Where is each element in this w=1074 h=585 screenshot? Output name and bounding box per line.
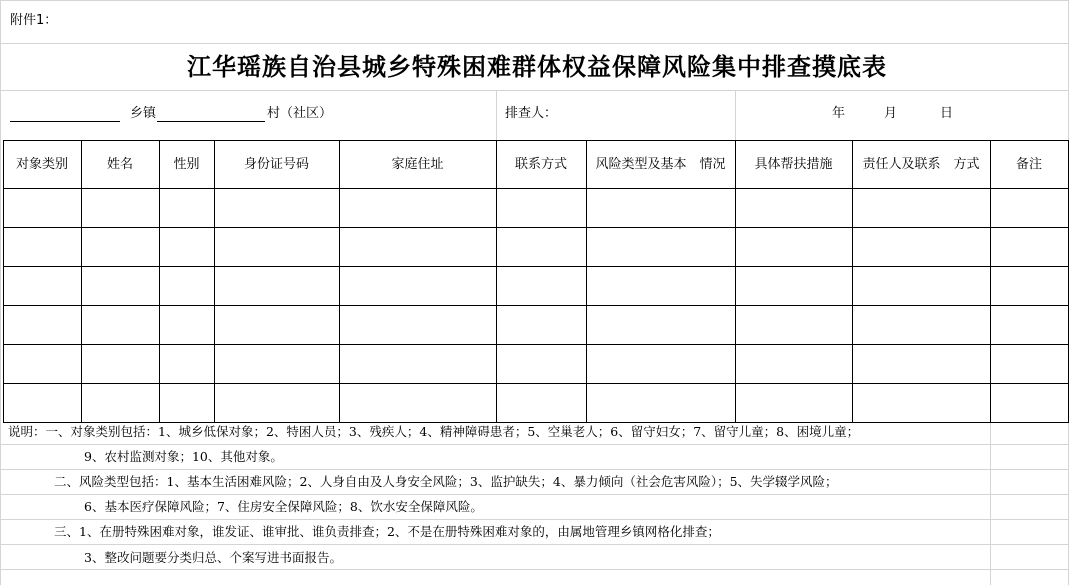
table-cell[interactable]	[215, 345, 339, 383]
table-cell[interactable]	[736, 267, 852, 305]
table-cell[interactable]	[215, 384, 339, 422]
header-name: 姓名	[106, 156, 133, 172]
grid-line	[0, 569, 1069, 570]
table-cell[interactable]	[82, 345, 159, 383]
table-cell[interactable]	[4, 189, 81, 227]
header-object-category: 对象类别	[15, 156, 68, 172]
table-cell[interactable]	[340, 345, 496, 383]
table-cell[interactable]	[160, 228, 214, 266]
table-cell[interactable]	[991, 306, 1068, 344]
table-cell[interactable]	[82, 306, 159, 344]
table-cell[interactable]	[991, 384, 1068, 422]
table-cell[interactable]	[587, 306, 735, 344]
table-cell[interactable]	[160, 384, 214, 422]
table-cell[interactable]	[853, 189, 990, 227]
table-cell[interactable]	[340, 306, 496, 344]
grid-line	[0, 444, 1069, 445]
note-line-6: 3、整改问题要分类归总、个案写进书面报告。	[84, 550, 342, 565]
month-label: 月	[884, 106, 898, 121]
table-cell[interactable]	[736, 306, 852, 344]
day-label: 日	[940, 106, 954, 121]
table-cell[interactable]	[991, 267, 1068, 305]
table-cell[interactable]	[497, 306, 586, 344]
note-line-4: 6、基本医疗保障风险；7、住房安全保障风险；8、饮水安全保障风险。	[84, 499, 483, 514]
header-contact: 联系方式	[514, 156, 567, 172]
table-cell[interactable]	[991, 345, 1068, 383]
note-line-3: 二、风险类型包括：1、基本生活困难风险；2、人身自由及人身安全风险；3、监护缺失；4、暴力倾向（社会危害风险）；5、失学辍学风险；	[54, 474, 838, 489]
note-line-1: 说明：一、对象类别包括：1、城乡低保对象；2、特困人员；3、残疾人；4、精神障碍患者；5、空巢老人；6、留守妇女；7、留守儿童；8、困境儿童；	[8, 424, 860, 439]
table-cell[interactable]	[587, 345, 735, 383]
table-cell[interactable]	[497, 345, 586, 383]
table-cell[interactable]	[82, 228, 159, 266]
village-blank[interactable]	[157, 121, 265, 122]
grid-line	[990, 419, 991, 585]
table-cell[interactable]	[853, 267, 990, 305]
township-blank[interactable]	[10, 121, 120, 122]
inspector-label: 排查人：	[505, 106, 558, 121]
table-cell[interactable]	[215, 189, 339, 227]
grid-line	[0, 90, 1069, 91]
table-cell[interactable]	[160, 345, 214, 383]
table-cell[interactable]	[736, 384, 852, 422]
table-cell[interactable]	[736, 189, 852, 227]
table-cell[interactable]	[587, 189, 735, 227]
table-cell[interactable]	[4, 345, 81, 383]
grid-line	[0, 544, 1069, 545]
table-cell[interactable]	[991, 189, 1068, 227]
table-cell[interactable]	[4, 384, 81, 422]
table-cell[interactable]	[4, 306, 81, 344]
table-column-line	[1068, 140, 1069, 423]
header-risk-type: 风险类型及基本 情况	[595, 156, 726, 172]
header-gender: 性别	[173, 156, 200, 172]
table-cell[interactable]	[497, 384, 586, 422]
table-cell[interactable]	[340, 384, 496, 422]
table-cell[interactable]	[587, 384, 735, 422]
table-cell[interactable]	[587, 267, 735, 305]
table-cell[interactable]	[853, 306, 990, 344]
grid-line	[0, 0, 1069, 1]
header-id-number: 身份证号码	[243, 156, 309, 172]
table-cell[interactable]	[160, 267, 214, 305]
table-cell[interactable]	[82, 384, 159, 422]
grid-line	[0, 519, 1069, 520]
grid-line	[0, 469, 1069, 470]
note-line-5: 三、1、在册特殊困难对象，谁发证、谁审批、谁负责排查；2、不是在册特殊困难对象的，由属地管理乡镇网格化排查；	[54, 524, 720, 539]
header-responsible-person: 责任人及联系 方式	[862, 156, 980, 172]
table-cell[interactable]	[215, 228, 339, 266]
table-cell[interactable]	[82, 189, 159, 227]
year-label: 年	[832, 106, 846, 121]
header-remarks: 备注	[1015, 156, 1042, 172]
grid-line	[496, 90, 497, 140]
table-cell[interactable]	[991, 228, 1068, 266]
table-cell[interactable]	[4, 267, 81, 305]
table-cell[interactable]	[497, 189, 586, 227]
table-cell[interactable]	[587, 228, 735, 266]
village-label: 村（社区）	[267, 106, 333, 121]
table-cell[interactable]	[497, 228, 586, 266]
table-cell[interactable]	[4, 228, 81, 266]
township-label: 乡镇	[130, 106, 157, 121]
table-cell[interactable]	[340, 189, 496, 227]
table-cell[interactable]	[853, 228, 990, 266]
table-cell[interactable]	[82, 267, 159, 305]
note-line-2: 9、农村监测对象；10、其他对象。	[84, 449, 283, 464]
header-assistance-measures: 具体帮扶措施	[754, 156, 833, 172]
table-cell[interactable]	[160, 189, 214, 227]
table-cell[interactable]	[340, 228, 496, 266]
table-cell[interactable]	[497, 267, 586, 305]
attachment-label: 附件1：	[10, 13, 58, 28]
table-cell[interactable]	[736, 345, 852, 383]
header-home-address: 家庭住址	[391, 156, 444, 172]
grid-line	[735, 90, 736, 140]
table-cell[interactable]	[160, 306, 214, 344]
table-row-line	[3, 422, 1069, 423]
table-cell[interactable]	[215, 306, 339, 344]
table-cell[interactable]	[853, 384, 990, 422]
table-cell[interactable]	[215, 267, 339, 305]
grid-line	[0, 494, 1069, 495]
table-cell[interactable]	[340, 267, 496, 305]
page-title: 江华瑶族自治县城乡特殊困难群体权益保障风险集中排查摸底表	[187, 52, 887, 81]
table-cell[interactable]	[853, 345, 990, 383]
grid-line	[0, 43, 1069, 44]
table-cell[interactable]	[736, 228, 852, 266]
